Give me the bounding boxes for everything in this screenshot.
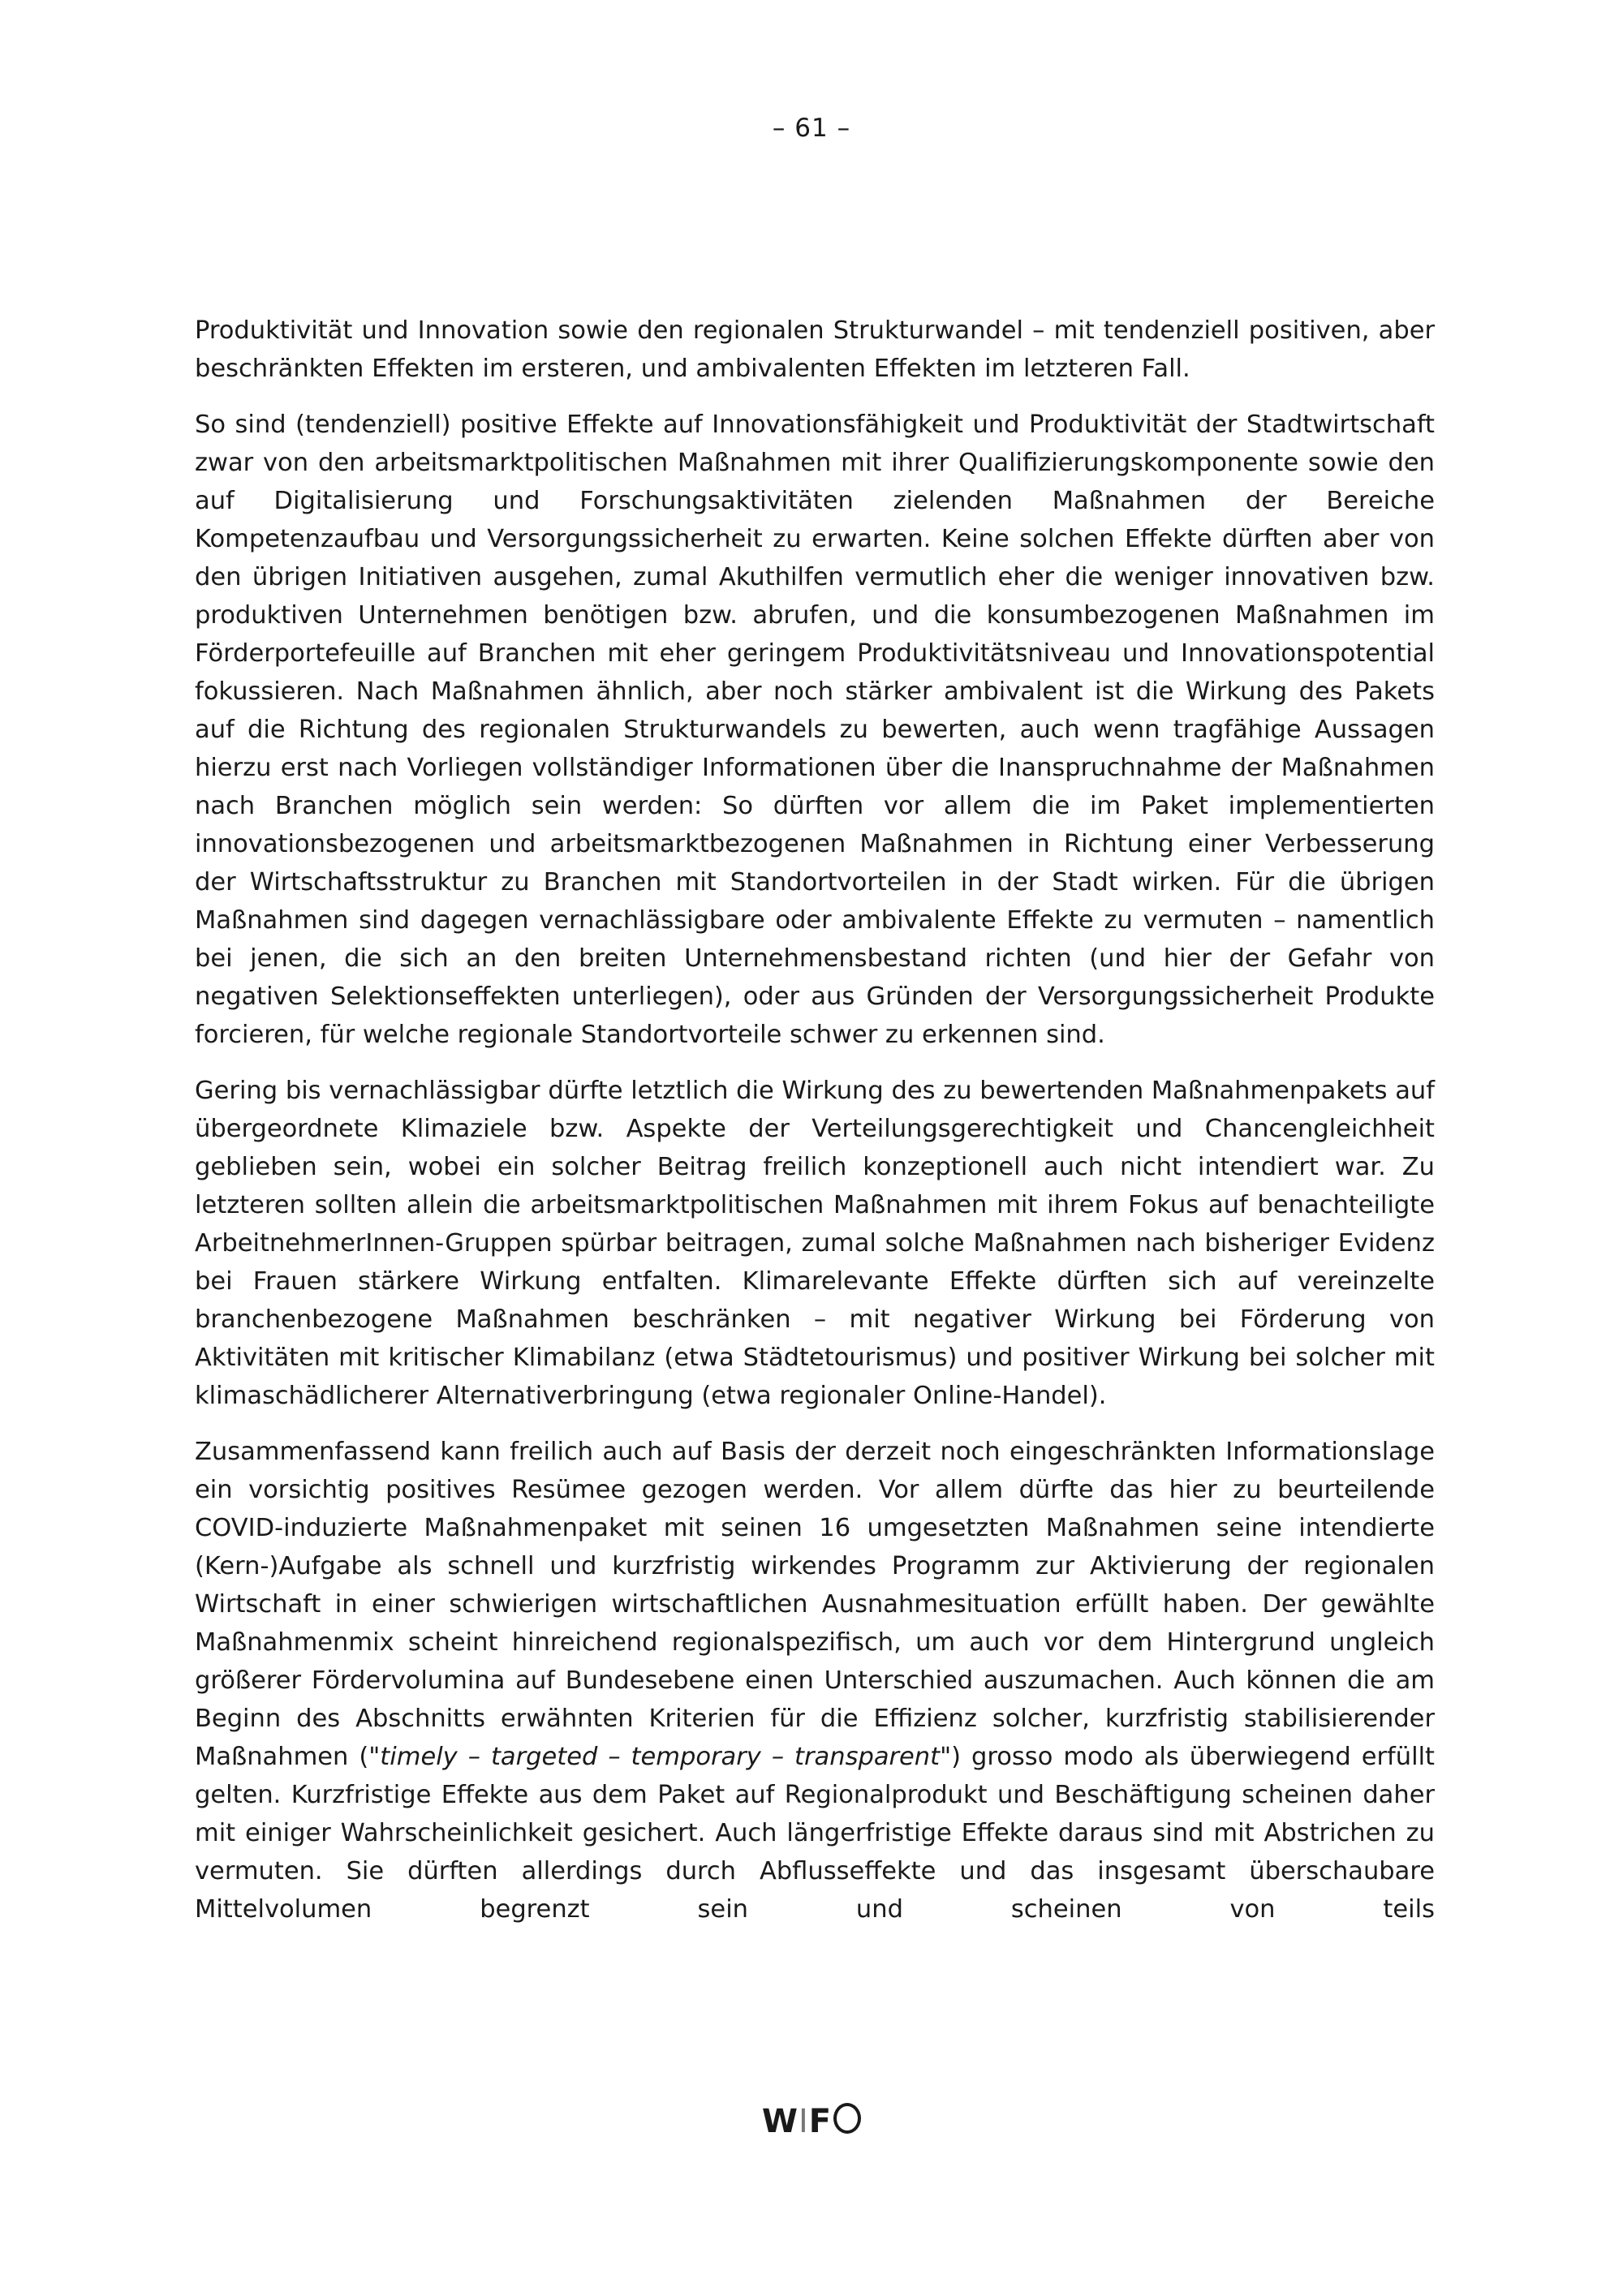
logo-f: F <box>808 2103 833 2140</box>
paragraph-4 <box>195 1433 1435 1928</box>
logo-w: W <box>761 2103 799 2140</box>
paragraph-2: So sind (tendenziell) positive Effekte auf Innovationsfähigkeit und Produktivität der Stadtwirtschaft zwar von den arbeitsmarktpolitischen Maßnahmen mit ihrer Qualifizierungskomponente sowie den auf Digitalisierung und Forschungsaktivitäten zielenden Maßnahmen der Bereiche Kompetenzaufbau und Versorgungssicherheit zu erwarten. Keine solchen Effekte dürften aber von den übrigen Initiativen ausgehen, zumal Akuthilfen vermutlich eher die weniger innovativen bzw. produktiven Unternehmen benötigen bzw. abrufen, und die konsumbezogenen Maßnahmen im Förderportefeuille auf Branchen mit eher geringem Produktivitätsniveau und Innovationspotential fokussieren. Nach Maßnahmen ähnlich, aber noch stärker ambivalent ist die Wirkung des Pakets auf die Richtung des regionalen Strukturwandels zu bewerten, auch wenn tragfähige Aussagen hierzu erst nach Vorliegen vollständiger Informationen über die Inanspruchnahme der Maßnahmen nach Branchen möglich sein werden: So dürften vor allem die im Paket implementierten innovationsbezogenen und arbeitsmarktbezogenen Maßnahmen in Richtung einer Verbesserung der Wirtschaftsstruktur zu Branchen mit Standortvorteilen in der Stadt wirken. Für die übrigen Maßnahmen sind dagegen vernachlässigbare oder ambivalente Effekte zu vermuten – namentlich bei jenen, die sich an den breiten Unternehmensbestand richten (und hier der Gefahr von negativen Selektionseffekten unterliegen), oder aus Gründen der Versorgungssicherheit Produkte forcieren, für welche regionale Standortvorteile schwer zu erkennen sind. <box>195 411 1435 1049</box>
paragraph-1: Produktivität und Innovation sowie den regionalen Strukturwandel – mit tendenziell positiven, aber beschränkten Effekten im ersteren, und ambivalenten Effekten im letzteren Fall. <box>195 316 1435 383</box>
paragraph-4-head: Zusammenfassend kann freilich auch auf Basis der derzeit noch eingeschränkten Informationslage ein vorsichtig positives Resümee gezogen werden. Vor allem dürfte das hier zu beurteilende COVID-induzierte Maßnahmenpaket mit seinen 16 umgesetzten Maßnahmen seine intendierte (Kern-)Aufgabe als schnell und kurzfristig wirkendes Programm zur Aktivierung der regionalen Wirtschaft in einer schwierigen wirtschaftlichen Ausnahmesituation erfüllt haben. Der gewählte Maßnahmenmix scheint hinreichend regionalspezifisch, um auch vor dem Hintergrund ungleich größerer Fördervolumina auf Bundesebene einen Unterschied auszumachen. Auch können die am Beginn des Abschnitts erwähnten Kriterien für die Effizienz solcher, kurzfristig stabilisierender Maßnahmen (" <box>195 1438 1435 1771</box>
page-number: – 61 – <box>772 114 851 143</box>
body-text <box>195 312 1435 1946</box>
quote-italic: timely – targeted – temporary – transparent <box>380 1743 941 1771</box>
paragraph-3: Gering bis vernachlässigbar dürfte letztlich die Wirkung des zu bewertenden Maßnahmenpakets auf übergeordnete Klimaziele bzw. Aspekte der Verteilungsgerechtigkeit und Chancengleichheit geblieben sein, wobei ein solcher Beitrag freilich konzeptionell auch nicht intendiert war. Zu letzteren sollten allein die arbeitsmarktpolitischen Maßnahmen mit ihrem Fokus auf benachteiligte ArbeitnehmerInnen-Gruppen spürbar beitragen, zumal solche Maßnahmen nach bisheriger Evidenz bei Frauen stärkere Wirkung entfalten. Klimarelevante Effekte dürften sich auf vereinzelte branchenbezogene Maßnahmen beschränken – mit negativer Wirkung bei Förderung von Aktivitäten mit kritischer Klimabilanz (etwa Städtetourismus) und positiver Wirkung bei solcher mit klimaschädlicherer Alternativerbringung (etwa regionaler Online-Handel). <box>195 1077 1435 1410</box>
logo-o-circle <box>833 2103 861 2134</box>
paragraph-4-tail: ") grosso modo als überwiegend erfüllt gelten. Kurzfristige Effekte aus dem Paket auf Regionalprodukt und Beschäftigung scheinen daher mit einiger Wahrscheinlichkeit gesichert. Auch längerfristige Effekte daraus sind mit Abstrichen zu vermuten. Sie dürften allerdings durch Abflusseffekte und das insgesamt überschaubare Mittelvolumen begrenzt sein und scheinen von teils <box>195 1743 1436 1924</box>
wifo-logo <box>0 2103 1623 2140</box>
logo-separator: I <box>799 2103 809 2140</box>
